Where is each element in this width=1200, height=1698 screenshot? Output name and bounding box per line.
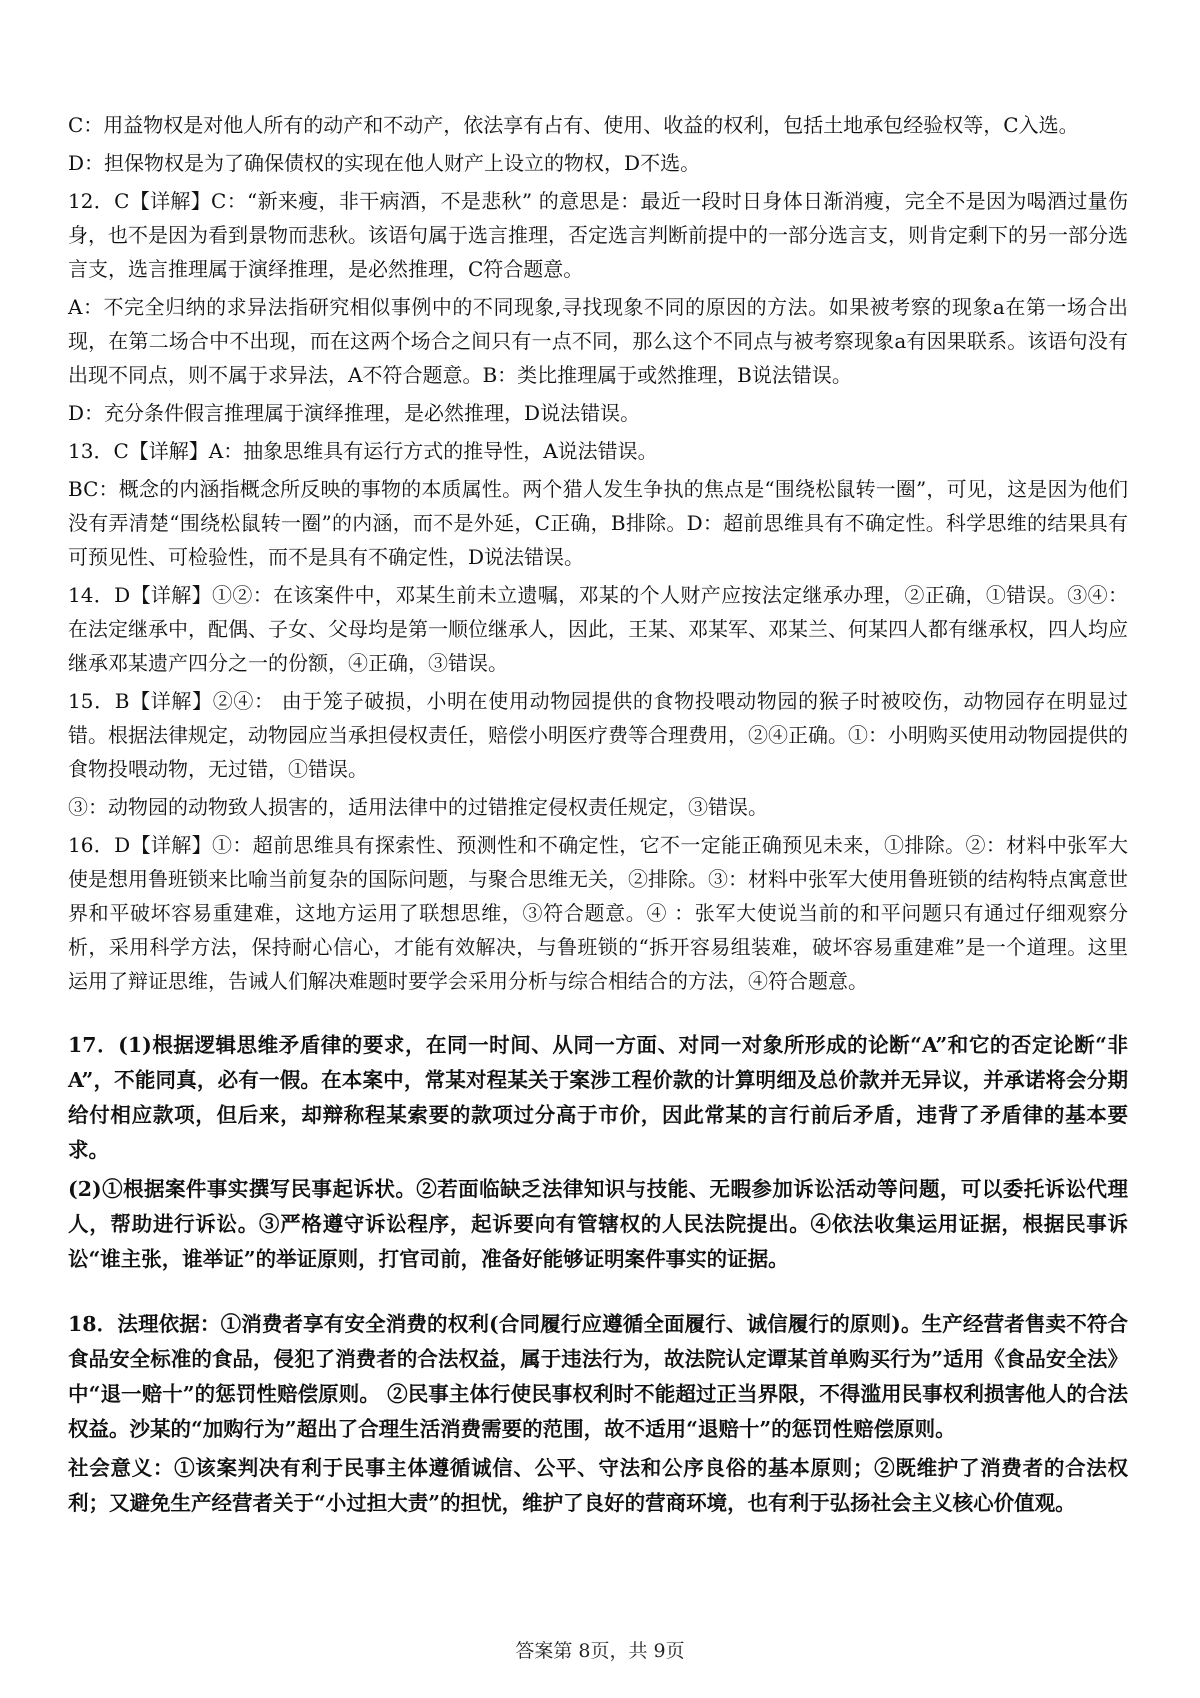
answer-15-item-3: ③：动物园的动物致人损害的，适用法律中的过错推定侵权责任规定，③错误。	[68, 795, 768, 819]
section-gap	[68, 1281, 1128, 1307]
answer-13-option-bcd: BC：概念的内涵指概念所反映的事物的本质属性。两个猎人发生争执的焦点是“围绕松鼠转一圈”，可见，这是因为他们没有弄清楚“围绕松鼠转一圈”的内涵，而不是外延，C正确，B排除。D：超前思维具有不确定性。科学思维的结果具有可预见性、可检验性，而不是具有不确定性，D说法错误。	[68, 477, 1128, 569]
answer-13: 13．C【详解】A：抽象思维具有运行方式的推导性，A说法错误。	[68, 439, 658, 463]
page-footer: 答案第 8页，共 9页	[515, 1640, 685, 1662]
answer-17-part-1: 17．(1)根据逻辑思维矛盾律的要求，在同一时间、从同一方面、对同一对象所形成的论断“A”和它的否定论断“非A”，不能同真，必有一假。在本案中，常某对程某关于案涉工程价款的计算明细及总价款并无异议，并承诺将会分期给付相应款项，但后来，却辩称程某索要的款项过分高于市价，因此常某的言行前后矛盾，违背了矛盾律的基本要求。	[68, 1033, 1128, 1162]
answer-16: 16．D【详解】①：超前思维具有探索性、预测性和不确定性，它不一定能正确预见未来，①排除。②：材料中张军大使是想用鲁班锁来比喻当前复杂的国际问题，与聚合思维无关，②排除。③：材料中张军大使用鲁班锁的结构特点寓意世界和平破坏容易重建难，这地方运用了联想思维，③符合题意。④ ：张军大使说当前的和平问题只有通过仔细观察分析，采用科学方法，保持耐心信心，才能有效解决，与鲁班锁的“拆开容易组装难，破坏容易重建难”是一个道理。这里运用了辩证思维，告诫人们解决难题时要学会采用分析与综合相结合的方法，④符合题意。	[68, 833, 1128, 993]
answer-18-legal-basis: 18．法理依据：①消费者享有安全消费的权利(合同履行应遵循全面履行、诚信履行的原则)。生产经营者售卖不符合食品安全标准的食品，侵犯了消费者的合法权益，属于违法行为，故法院认定谭某首单购买行为”适用《食品安全法》 中“退一赔十”的惩罚性赔偿原则。 ②民事主体行使民事权利时不能超过正当界限，不得滥用民事权利损害他人的合法权益。沙某的“加购行为”超出了合理生活消费需要的范围，故不适用“退赔十”的惩罚性赔偿原则。	[68, 1312, 1128, 1441]
answer-12: 12．C【详解】C：“新来瘦，非干病酒，不是悲秋” 的意思是：最近一段时日身体日渐消瘦，完全不是因为喝酒过量伤身，也不是因为看到景物而悲秋。该语句属于选言推理，否定选言判断前提中的一部分选言支，则肯定剩下的另一部分选言支，选言推理属于演绎推理，是必然推理，C符合题意。	[68, 189, 1128, 281]
answer-12-option-d: D：充分条件假言推理属于演绎推理，是必然推理，D说法错误。	[68, 401, 641, 425]
paragraph-d-security: D：担保物权是为了确保债权的实现在他人财产上设立的物权，D不选。	[68, 151, 701, 175]
answer-12-option-a-b: A：不完全归纳的求异法指研究相似事例中的不同现象,寻找现象不同的原因的方法。如果被考察的现象a在第一场合出现，在第二场合中不出现，而在这两个场合之间只有一点不同，那么这个不同点与被考察现象a有因果联系。该语句没有出现不同点，则不属于求异法，A不符合题意。B：类比推理属于或然推理，B说法错误。	[68, 295, 1128, 387]
section-gap	[68, 1002, 1128, 1028]
answer-content	[68, 108, 1128, 1525]
paragraph-c-usufruct: C：用益物权是对他人所有的动产和不动产，依法享有占有、使用、收益的权利，包括土地承包经验权等，C入选。	[68, 113, 1079, 137]
answer-17-part-2: (2)①根据案件事实撰写民事起诉状。②若面临缺乏法律知识与技能、无暇参加诉讼活动等问题，可以委托诉讼代理人，帮助进行诉讼。③严格遵守诉讼程序，起诉要向有管辖权的人民法院提出。④依法收集运用证据，根据民事诉讼“谁主张，谁举证”的举证原则，打官司前，准备好能够证明案件事实的证据。	[68, 1177, 1128, 1271]
answer-14: 14．D【详解】①②：在该案件中，邓某生前未立遗嘱，邓某的个人财产应按法定继承办理，②正确，①错误。③④：在法定继承中，配偶、子女、父母均是第一顺位继承人，因此，王某、邓某军、邓某兰、何某四人都有继承权，四人均应继承邓某遗产四分之一的份额，④正确，③错误。	[68, 583, 1128, 675]
answer-15: 15．B【详解】②④： 由于笼子破损，小明在使用动物园提供的食物投喂动物园的猴子时被咬伤，动物园存在明显过错。根据法律规定，动物园应当承担侵权责任，赔偿小明医疗费等合理费用，②④正确。①：小明购买使用动物园提供的食物投喂动物，无过错，①错误。	[68, 689, 1128, 781]
answer-18-social-significance: 社会意义：①该案判决有利于民事主体遵循诚信、公平、守法和公序良俗的基本原则；②既维护了消费者的合法权利；又避免生产经营者关于“小过担大责”的担忧，维护了良好的营商环境，也有利于弘扬社会主义核心价值观。	[68, 1456, 1128, 1515]
